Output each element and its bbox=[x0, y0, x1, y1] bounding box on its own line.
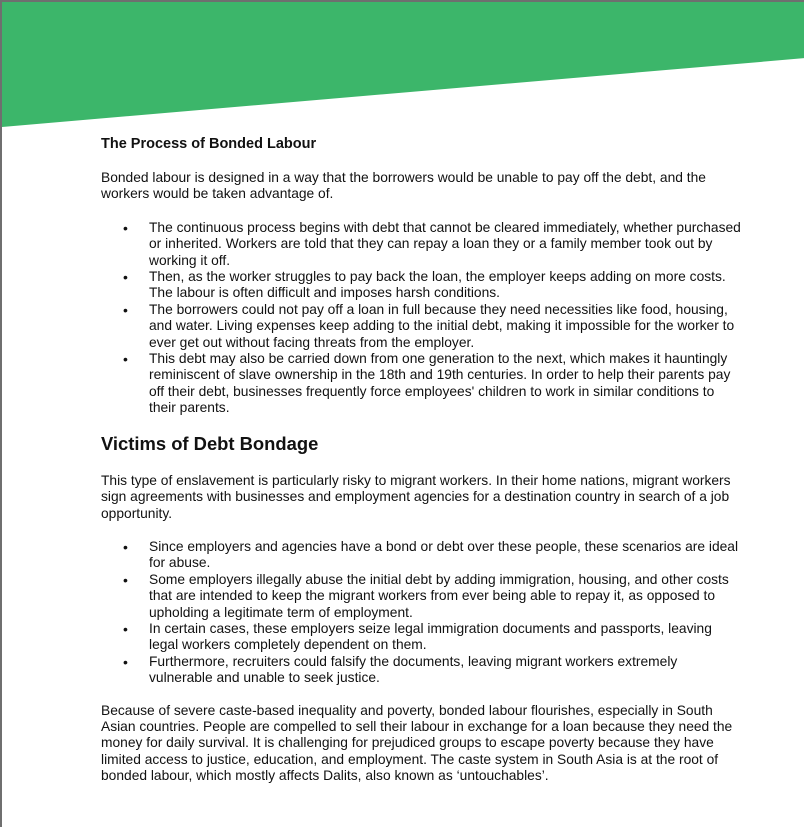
bullet-item: • The borrowers could not pay off a loan in full because they need necessities like food, housing, and water. Living expenses keep adding to the initial debt, making it impossible for the worker to ever get out without facing threats from the employer. bbox=[101, 302, 741, 351]
section-heading-process: The Process of Bonded Labour bbox=[101, 136, 317, 152]
bullet-item: • Some employers illegally abuse the initial debt by adding immigration, housing, and other costs that are intended to keep the migrant workers from ever being able to repay it, as opposed to upholding a legitimate term of employment. bbox=[101, 572, 741, 621]
green-banner bbox=[2, 2, 804, 127]
bullet-item: • In certain cases, these employers seize legal immigration documents and passports, leaving legal workers completely dependent on them. bbox=[101, 621, 741, 654]
bullet-item: • Then, as the worker struggles to pay back the loan, the employer keeps adding on more costs. The labour is often difficult and imposes harsh conditions. bbox=[101, 269, 741, 302]
bullet-item: • This debt may also be carried down from one generation to the next, which makes it hauntingly reminiscent of slave ownership in the 18th and 19th centuries. In order to help their parents pay off their debt, businesses frequently force employees' children to work in similar conditions to their parents. bbox=[101, 351, 741, 417]
bullet-list-process bbox=[101, 220, 741, 417]
bullet-item: • Since employers and agencies have a bond or debt over these people, these scenarios are ideal for abuse. bbox=[101, 539, 741, 572]
bullet-item: • The continuous process begins with debt that cannot be cleared immediately, whether purchased or inherited. Workers are told that they can repay a loan they or a family member took out by working it off. bbox=[101, 220, 741, 269]
banner-shape bbox=[2, 2, 804, 127]
section-intro-victims: This type of enslavement is particularly risky to migrant workers. In their home nations, migrant workers sign agreements with businesses and employment agencies for a destination country in search of a job opportunity. bbox=[101, 472, 731, 521]
bullet-list-victims bbox=[101, 539, 741, 687]
bullet-item: • Furthermore, recruiters could falsify the documents, leaving migrant workers extremely vulnerable and unable to seek justice. bbox=[101, 654, 741, 687]
document-content bbox=[101, 135, 741, 802]
closing-paragraph: Because of severe caste-based inequality and poverty, bonded labour flourishes, especially in South Asian countries. People are compelled to sell their labour in exchange for a loan because they need the money for daily survival. It is challenging for prejudiced groups to escape poverty because they have limited access to justice, education, and employment. The caste system in South Asia is at the root of bonded labour, which mostly affects Dalits, also known as ‘untouchables’. bbox=[101, 702, 733, 784]
section-heading-victims: Victims of Debt Bondage bbox=[101, 432, 319, 454]
section-intro-process: Bonded labour is designed in a way that the borrowers would be unable to pay off the debt, and the workers would be taken advantage of. bbox=[101, 170, 706, 202]
